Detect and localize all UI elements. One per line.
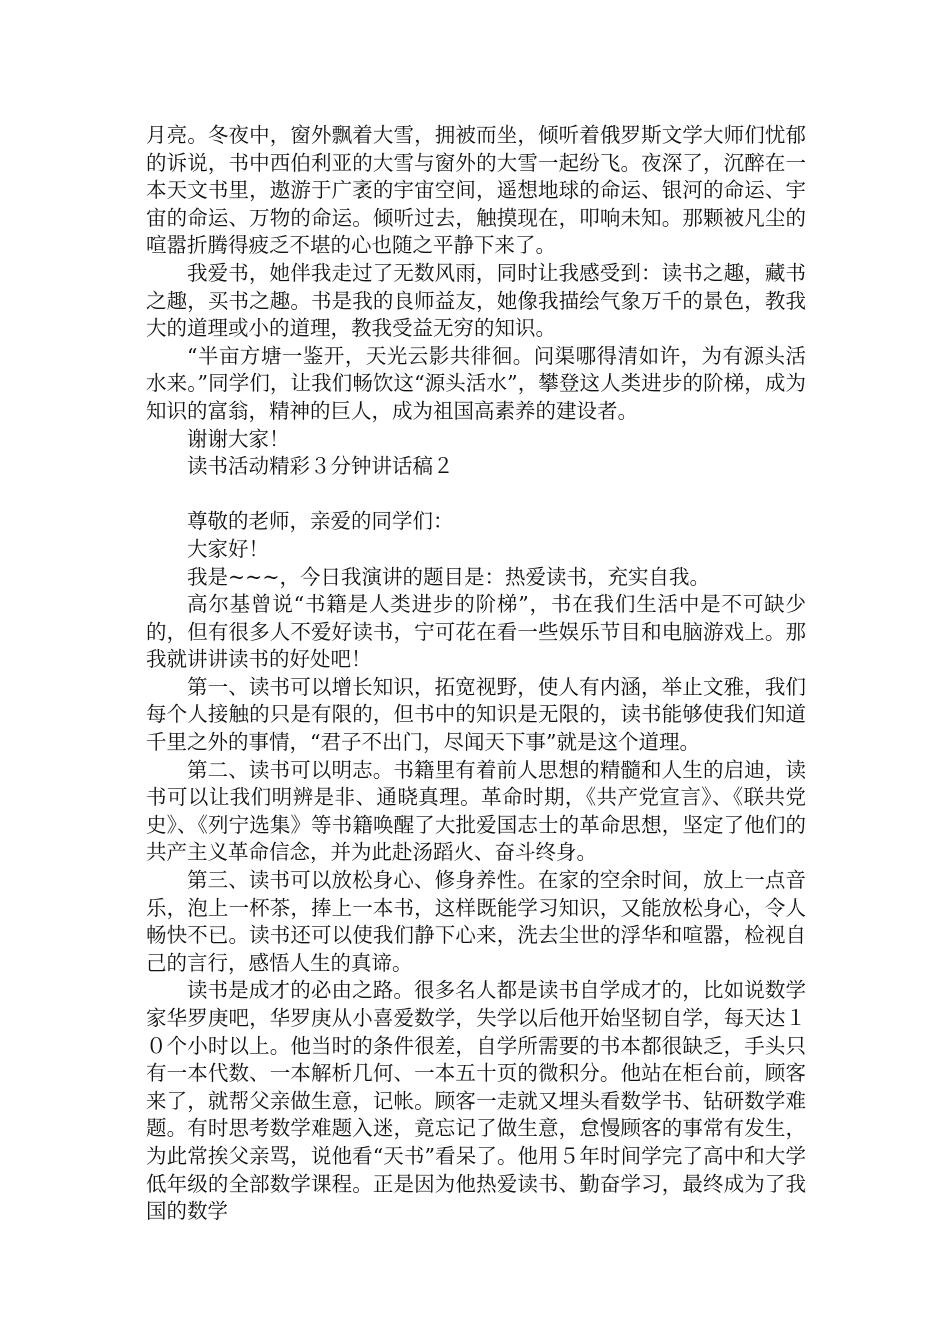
paragraph-first-point: 第一、读书可以增长知识，拓宽视野，使人有内涵，举止文雅，我们每个人接触的只是有限的，但书中的知识是无限的，读书能够使我们知道千里之外的事情，“君子不出门，尽闻天下事”就是这个道理。 [146,674,806,755]
paragraph-poem-quote: “半亩方塘一鉴开，天光云影共徘徊。问渠哪得清如许，为有源头活水来。”同学们，让我们畅饮这“源头活水”，攀登这人类进步的阶梯，成为知识的富翁，精神的巨人，成为祖国高素养的建设者。 [146,343,806,423]
paragraph-thanks: 谢谢大家！ [187,426,290,451]
paragraph-i-love-books: 我爱书，她伴我走过了无数风雨，同时让我感受到：读书之趣，藏书之趣，买书之趣。书是我的良师益友，她像我描绘气象万千的景色，教我大的道理或小的道理，教我受益无穷的知识。 [146,260,806,341]
paragraph-second-point: 第二、读书可以明志。书籍里有着前人思想的精髓和人生的启迪，读书可以让我们明辨是非、通晓真理。革命时期，《共产党宣言》、《联共党史》、《列宁选集》等书籍唤醒了大批爱国志士的革命思想，坚定了他们的共产主义革命信念，并为此赴汤蹈火、奋斗终身。 [146,757,806,865]
paragraph-salutation: 尊敬的老师，亲爱的同学们： [187,509,454,534]
paragraph-speech-title: 我是~~~，今日我演讲的题目是：热爱读书，充实自我。 [187,564,711,589]
section-heading: 读书活动精彩３分钟讲话稿２ [187,454,454,479]
paragraph-hua-luogeng: 读书是成才的必由之路。很多名人都是读书自学成才的，比如说数学家华罗庚吧，华罗庚从小喜爱数学，失学以后他开始坚韧自学，每天达１０个小时以上。他当时的条件很差，自学所需要的书本都很缺乏，手头只有一本代数、一本解析几何、一本五十页的微积分。他站在柜台前，顾客来了，就帮父亲做生意，记帐。顾客一走就又埋头看数学书、钻研数学难题。有时思考数学难题入迷，竟忘记了做生意，怠慢顾客的事常有发生，为此常挨父亲骂，说他看“天书”看呆了。他用５年时间学完了高中和大学低年级的全部数学课程。正是因为他热爱读书、勤奋学习，最终成为了我国的数学 [146,978,806,1224]
paragraph-moon-winter-night: 月亮。冬夜中，窗外飘着大雪，拥被而坐，倾听着俄罗斯文学大师们忧郁的诉说，书中西伯利亚的大雪与窗外的大雪一起纷飞。夜深了，沉醉在一本天文书里，遨游于广袤的宇宙空间，遥想地球的命运、银河的命运、宇宙的命运、万物的命运。倾听过去，触摸现在，叩响未知。那颗被凡尘的喧嚣折腾得疲乏不堪的心也随之平静下来了。 [146,123,806,258]
document-body [146,122,806,1226]
paragraph-gorky: 高尔基曾说“书籍是人类进步的阶梯”，书在我们生活中是不可缺少的，但有很多人不爱好读书，宁可花在看一些娱乐节目和电脑游戏上。那我就讲讲读书的好处吧！ [146,592,806,672]
paragraph-third-point: 第三、读书可以放松身心、修身养性。在家的空余时间，放上一点音乐，泡上一杯茶，捧上一本书，这样既能学习知识，又能放松身心，令人畅快不已。读书还可以使我们静下心来，洗去尘世的浮华和喧嚣，检视自己的言行，感悟人生的真谛。 [146,868,806,975]
paragraph-greeting: 大家好！ [187,536,269,561]
blank-line [146,481,806,509]
